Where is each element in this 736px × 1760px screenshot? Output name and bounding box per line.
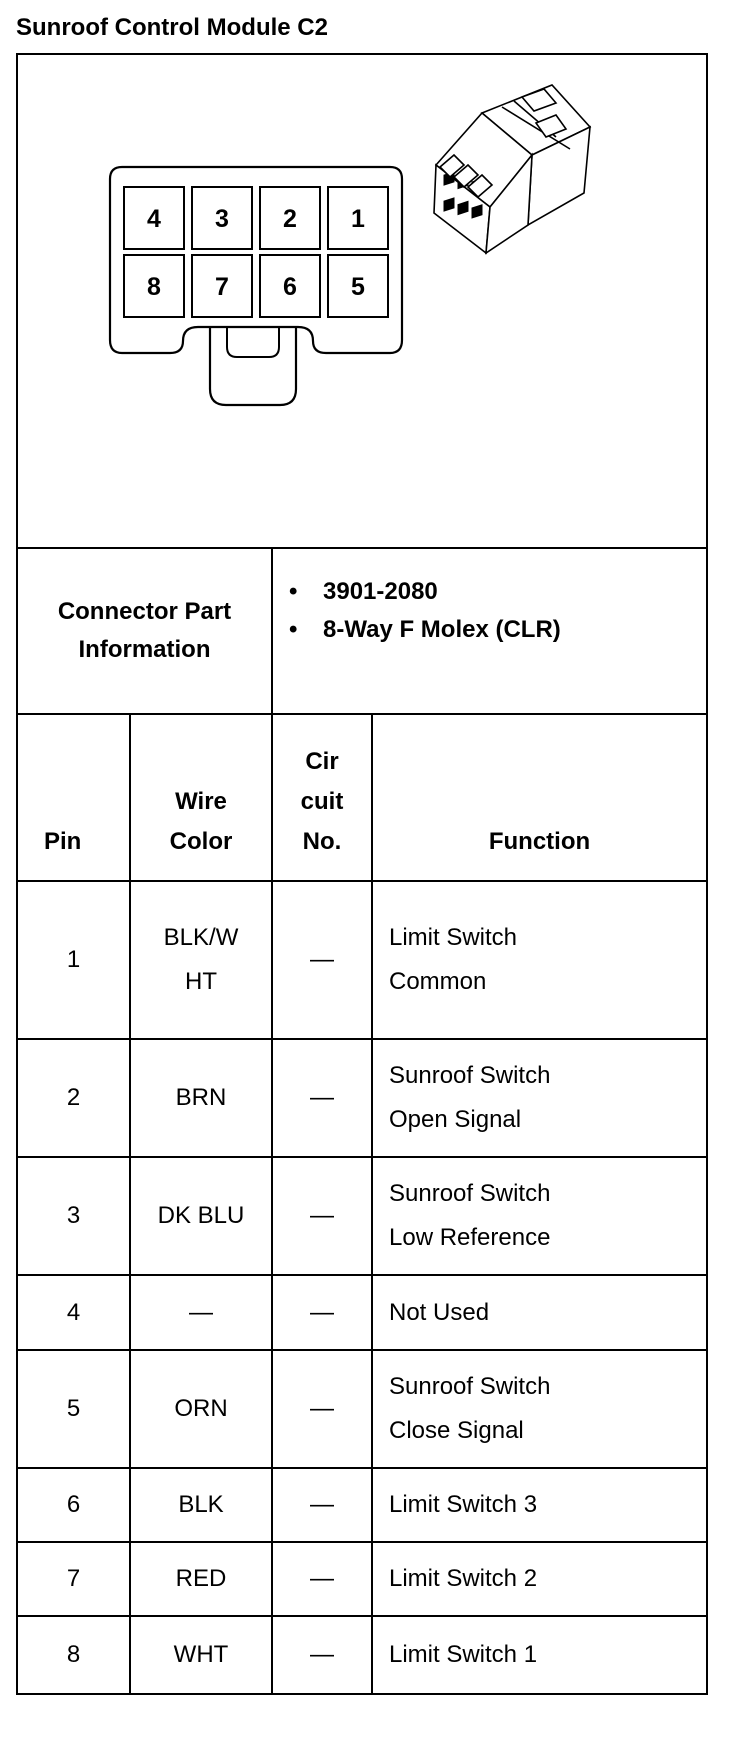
circuit-cell: — [272,1039,372,1157]
cavity-number: 7 [215,273,229,301]
wire-color-cell: BLK [130,1468,272,1542]
table-row [17,881,707,1039]
cavity-number: 3 [215,205,229,233]
connector-3d-icon [434,85,590,253]
function-cell: Limit Switch 2 [372,1542,707,1616]
header-wire-color: Wire Color [130,714,272,881]
wire-color-cell: — [130,1275,272,1350]
connector-part-info-cell [272,548,707,714]
function-cell: Limit Switch Common [372,881,707,1039]
cavity-number: 2 [283,205,297,233]
pin-cell: 2 [17,1039,130,1157]
connector-latch-inner [227,327,279,357]
wire-color-cell: BRN [130,1039,272,1157]
pin-cell: 4 [17,1275,130,1350]
cavity-number: 1 [351,205,365,233]
table-row [17,1157,707,1275]
connector-part-label-line2: Information [78,636,211,663]
circuit-cell: — [272,1350,372,1468]
table-row [17,1350,707,1468]
circuit-cell: — [272,1542,372,1616]
cavity-number: 5 [351,273,365,301]
function-cell: Sunroof Switch Open Signal [372,1039,707,1157]
connector-part-label-line1: Connector Part [57,598,232,625]
connector-face-diagram [18,55,704,543]
function-cell: Limit Switch 3 [372,1468,707,1542]
circuit-cell: — [272,1616,372,1694]
function-cell: Sunroof Switch Close Signal [372,1350,707,1468]
function-cell: Limit Switch 1 [372,1616,707,1694]
wire-color-cell: RED [130,1542,272,1616]
wire-color-cell: WHT [130,1616,272,1694]
header-pin: Pin [17,714,130,881]
circuit-cell: — [272,881,372,1039]
pin-cell: 1 [17,881,130,1039]
cavity-number: 8 [147,273,161,301]
pin-cell: 6 [17,1468,130,1542]
circuit-cell: — [272,1275,372,1350]
connector-part-label-cell [17,548,272,714]
pin-cell: 3 [17,1157,130,1275]
connector-latch [210,327,296,405]
header-circuit-no: Cir cuit No. [272,714,372,881]
connector-table-frame [16,53,706,1750]
table-row [17,1039,707,1157]
connector-part-item: • 3901-2080 [289,578,438,605]
pin-cell: 7 [17,1542,130,1616]
wire-color-cell: ORN [130,1350,272,1468]
connector-diagram-cell [17,54,707,548]
wire-color-cell: DK BLU [130,1157,272,1275]
circuit-cell: — [272,1468,372,1542]
pin-cell: 8 [17,1616,130,1694]
table-row [17,1468,707,1542]
table-row [17,1542,707,1616]
header-function: Function [372,714,707,881]
connector-part-list [273,563,706,649]
cavity-number: 6 [283,273,297,301]
page-title: Sunroof Control Module C2 [16,14,328,41]
wire-color-cell: BLK/W HT [130,881,272,1039]
circuit-cell: — [272,1157,372,1275]
connector-table [16,53,708,1695]
function-cell: Not Used [372,1275,707,1350]
table-row [17,1616,707,1694]
connector-part-item: • 8-Way F Molex (CLR) [289,616,561,643]
table-row [17,1275,707,1350]
pin-rows [17,881,707,1694]
pin-cell: 5 [17,1350,130,1468]
function-cell: Sunroof Switch Low Reference [372,1157,707,1275]
cavity-grid [124,187,388,317]
cavity-number: 4 [147,205,161,233]
